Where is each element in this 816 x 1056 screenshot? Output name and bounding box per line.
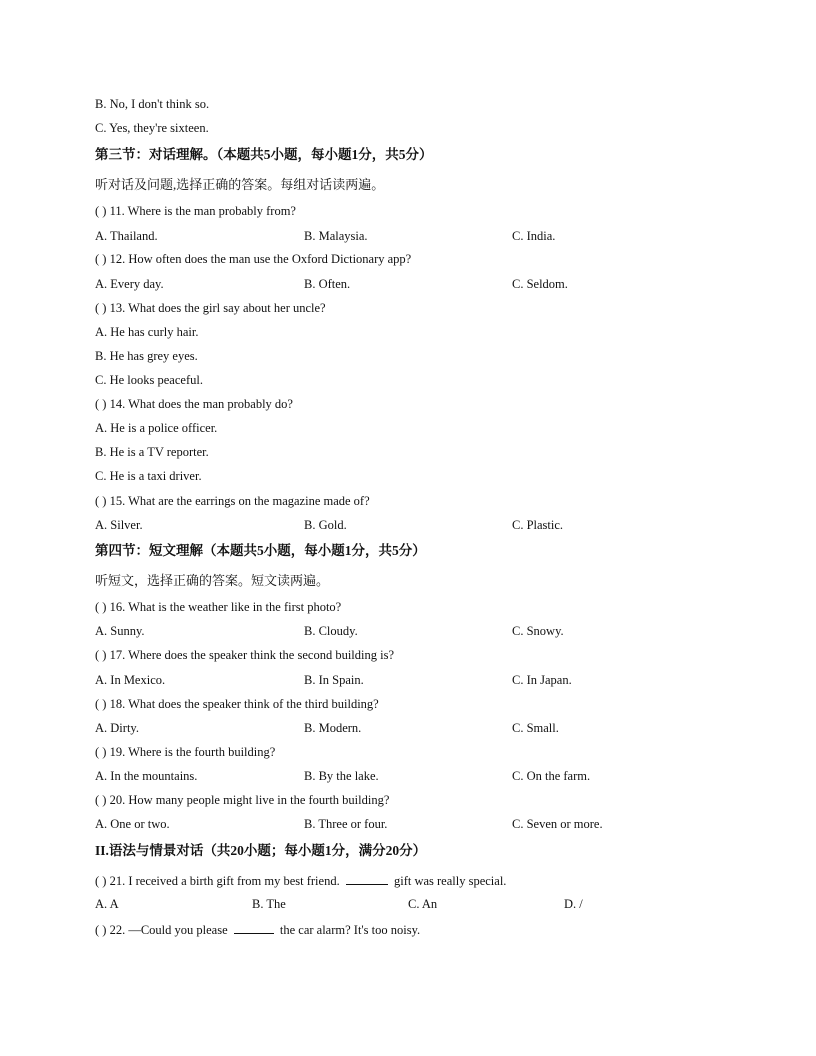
q20-option-a: A. One or two. bbox=[95, 817, 170, 831]
q11-option-a: A. Thailand. bbox=[95, 229, 158, 243]
q11-option-c: C. India. bbox=[512, 229, 556, 243]
q16-question: ( ) 16. What is the weather like in the first photo? bbox=[95, 600, 342, 614]
q21-text-after: gift was really special. bbox=[393, 874, 507, 888]
q20-option-b: B. Three or four. bbox=[304, 817, 388, 831]
section3-heading: 第三节：对话理解。（本题共5小题，每小题1分，共5分） bbox=[95, 147, 433, 162]
q14-option-a: A. He is a police officer. bbox=[95, 421, 218, 435]
q15-option-b: B. Gold. bbox=[304, 518, 347, 532]
q11-question: ( ) 11. Where is the man probably from? bbox=[95, 204, 296, 218]
q17-option-a: A. In Mexico. bbox=[95, 673, 166, 687]
q22-question bbox=[95, 921, 420, 938]
q13-option-c: C. He looks peaceful. bbox=[95, 373, 203, 387]
q21-option-b: B. The bbox=[252, 897, 286, 911]
q16-option-a: A. Sunny. bbox=[95, 624, 145, 638]
q21-option-d: D. / bbox=[564, 897, 583, 911]
q15-option-a: A. Silver. bbox=[95, 518, 143, 532]
q21-blank bbox=[346, 872, 388, 885]
q10-option-c: C. Yes, they're sixteen. bbox=[95, 121, 209, 135]
q17-option-b: B. In Spain. bbox=[304, 673, 364, 687]
q21-text-before: ( ) 21. I received a birth gift from my best friend. bbox=[95, 874, 340, 888]
q20-option-c: C. Seven or more. bbox=[512, 817, 603, 831]
q19-option-b: B. By the lake. bbox=[304, 769, 379, 783]
q17-question: ( ) 17. Where does the speaker think the second building is? bbox=[95, 648, 394, 662]
q10-option-b: B. No, I don't think so. bbox=[95, 97, 210, 111]
q17-option-c: C. In Japan. bbox=[512, 673, 572, 687]
q19-option-c: C. On the farm. bbox=[512, 769, 591, 783]
q13-option-b: B. He has grey eyes. bbox=[95, 349, 198, 363]
q15-option-c: C. Plastic. bbox=[512, 518, 564, 532]
q12-question: ( ) 12. How often does the man use the Oxford Dictionary app? bbox=[95, 252, 412, 266]
section4-instructions: 听短文，选择正确的答案。短文读两遍。 bbox=[95, 573, 330, 588]
q22-blank bbox=[234, 921, 274, 934]
part2-heading: II.语法与情景对话（共20小题；每小题1分，满分20分） bbox=[95, 843, 427, 858]
q18-option-b: B. Modern. bbox=[304, 721, 362, 735]
q22-text-before: ( ) 22. —Could you please bbox=[95, 923, 228, 937]
q18-option-a: A. Dirty. bbox=[95, 721, 139, 735]
q18-option-c: C. Small. bbox=[512, 721, 559, 735]
q21-option-c: C. An bbox=[408, 897, 438, 911]
q11-option-b: B. Malaysia. bbox=[304, 229, 368, 243]
q20-question: ( ) 20. How many people might live in the fourth building? bbox=[95, 793, 390, 807]
q14-question: ( ) 14. What does the man probably do? bbox=[95, 397, 293, 411]
q12-option-c: C. Seldom. bbox=[512, 277, 568, 291]
q21-question bbox=[95, 872, 506, 889]
q14-option-c: C. He is a taxi driver. bbox=[95, 469, 202, 483]
section3-instructions: 听对话及问题,选择正确的答案。每组对话读两遍。 bbox=[95, 177, 385, 192]
q16-option-b: B. Cloudy. bbox=[304, 624, 358, 638]
q15-question: ( ) 15. What are the earrings on the magazine made of? bbox=[95, 494, 370, 508]
q19-option-a: A. In the mountains. bbox=[95, 769, 198, 783]
q16-option-c: C. Snowy. bbox=[512, 624, 564, 638]
q19-question: ( ) 19. Where is the fourth building? bbox=[95, 745, 276, 759]
section4-heading: 第四节：短文理解（本题共5小题，每小题1分，共5分） bbox=[95, 543, 426, 558]
q14-option-b: B. He is a TV reporter. bbox=[95, 445, 209, 459]
q12-option-a: A. Every day. bbox=[95, 277, 164, 291]
q13-question: ( ) 13. What does the girl say about her uncle? bbox=[95, 301, 326, 315]
q18-question: ( ) 18. What does the speaker think of the third building? bbox=[95, 697, 379, 711]
q13-option-a: A. He has curly hair. bbox=[95, 325, 199, 339]
q22-text-after: the car alarm? It's too noisy. bbox=[279, 923, 421, 937]
q21-option-a: A. A bbox=[95, 897, 119, 911]
q12-option-b: B. Often. bbox=[304, 277, 351, 291]
